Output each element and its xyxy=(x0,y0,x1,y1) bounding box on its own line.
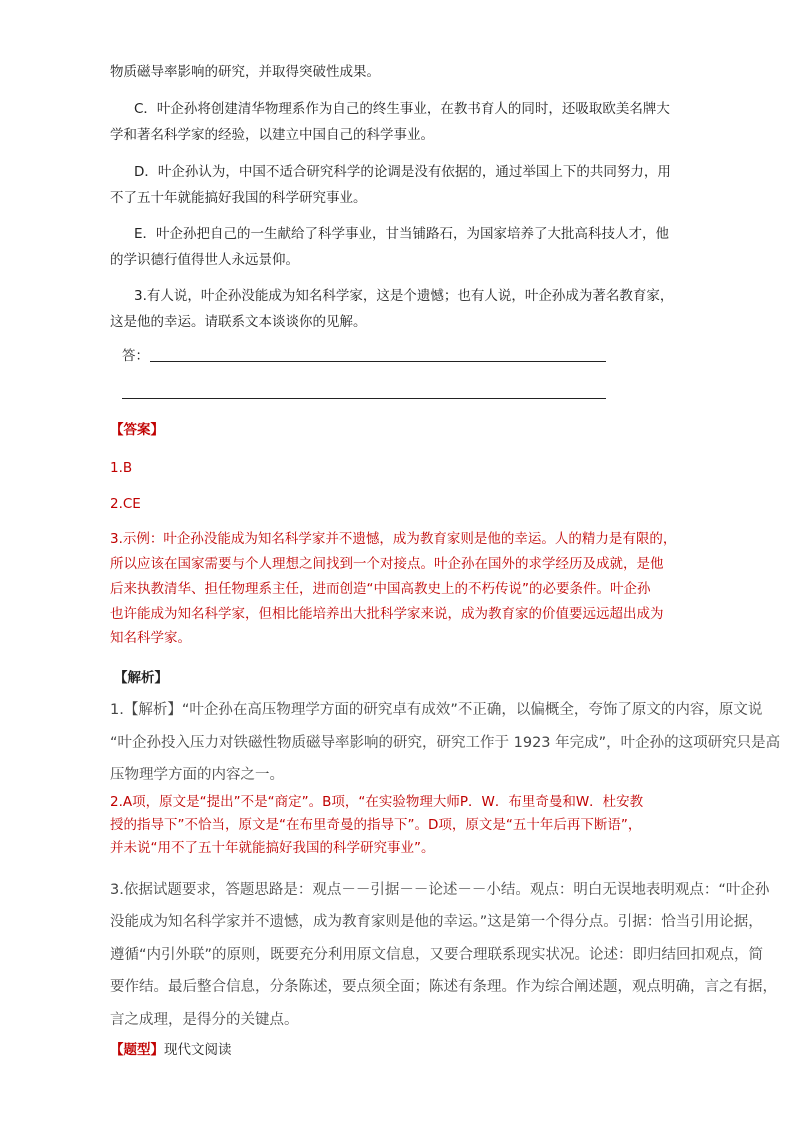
answer-3-line: 也许能成为知名科学家，但相比能培养出大批科学家来说，成为教育家的价值要远远超出成为 xyxy=(110,606,664,622)
answer-3-line: 3.示例：叶企孙没能成为知名科学家并不遗憾，成为教育家则是他的幸运。人的精力是有限的， xyxy=(110,531,677,547)
answer-heading: 【答案】 xyxy=(110,422,164,438)
question-3-line: 3.有人说，叶企孙没能成为知名科学家，这是个遗憾；也有人说，叶企孙成为著名教育家， xyxy=(134,288,674,304)
analysis-2-line: 授的指导下”不恰当，原文是“在布里奇曼的指导下”。D项，原文是“五十年后再下断语”， xyxy=(110,817,642,833)
answer-3-line: 所以应该在国家需要与个人理想之间找到一个对接点。叶企孙在国外的求学经历及成就，是他 xyxy=(110,556,664,572)
analysis-1-line: 压物理学方面的内容之一。 xyxy=(110,767,284,783)
analysis-3-line: 言之成理，是得分的关键点。 xyxy=(110,1012,299,1028)
analysis-1-line: “叶企孙投入压力对铁磁性物质磁导率影响的研究，研究工作于 1923 年完成”，叶企孙的这项研究只是高 xyxy=(110,735,781,751)
analysis-3-line: 遵循“内引外联”的原则，既要充分利用原文信息，又要合理联系现实状况。论述：即归结回扣观点，简 xyxy=(110,947,764,963)
answer-2: 2.CE xyxy=(110,496,141,512)
answer-label: 答： xyxy=(122,348,149,364)
answer-3-line: 后来执教清华、担任物理系主任，进而创造“中国高教史上的不朽传说”的必要条件。叶企孙 xyxy=(110,581,651,597)
analysis-heading: 【解析】 xyxy=(114,670,168,686)
analysis-2-line: 2.A项，原文是“提出”不是“商定”。B项，“在实验物理大师P．W．布里奇曼和W．杜安教 xyxy=(110,794,644,810)
analysis-3-line: 没能成为知名科学家并不遗憾，成为教育家则是他的幸运。”这是第一个得分点。引据：恰当引用论据， xyxy=(110,914,763,930)
option-e-line: 的学识德行值得世人永远景仰。 xyxy=(110,252,299,268)
question-3-line: 这是他的幸运。请联系文本谈谈你的见解。 xyxy=(110,314,367,330)
analysis-3-line: 要作结。最后整合信息，分条陈述，要点须全面；陈述有条理。作为综合阐述题，观点明确，言之有据， xyxy=(110,979,777,995)
question-type xyxy=(110,1040,232,1060)
analysis-1-line: 1.【解析】“叶企孙在高压物理学方面的研究卓有成效”不正确，以偏概全，夸饰了原文的内容，原文说 xyxy=(110,702,763,718)
analysis-3-line: 3.依据试题要求，答题思路是：观点－－引据－－论述－－小结。观点：明白无误地表明观点：“叶企孙 xyxy=(110,882,770,898)
option-d-line: D．叶企孙认为，中国不适合研究科学的论调是没有依据的，通过举国上下的共同努力，用 xyxy=(134,164,671,180)
answer-3-line: 知名科学家。 xyxy=(110,630,191,646)
answer-1: 1.B xyxy=(110,460,133,476)
question-text-line: 物质磁导率影响的研究，并取得突破性成果。 xyxy=(110,64,380,80)
question-type-value: 现代文阅读 xyxy=(164,1042,232,1058)
option-d-line: 不了五十年就能搞好我国的科学研究事业。 xyxy=(110,190,367,206)
answer-line xyxy=(122,398,606,399)
option-c-line: 学和著名科学家的经验，以建立中国自己的科学事业。 xyxy=(110,127,434,143)
analysis-2-line: 并未说“用不了五十年就能搞好我国的科学研究事业”。 xyxy=(110,840,435,856)
answer-line xyxy=(150,361,606,362)
question-type-label: 【题型】 xyxy=(110,1042,164,1058)
option-c-line: C．叶企孙将创建清华物理系作为自己的终生事业，在教书育人的同时，还吸取欧美名牌大 xyxy=(134,101,670,117)
option-e-line: E．叶企孙把自己的一生献给了科学事业，甘当铺路石，为国家培养了大批高科技人才，他 xyxy=(134,226,670,242)
